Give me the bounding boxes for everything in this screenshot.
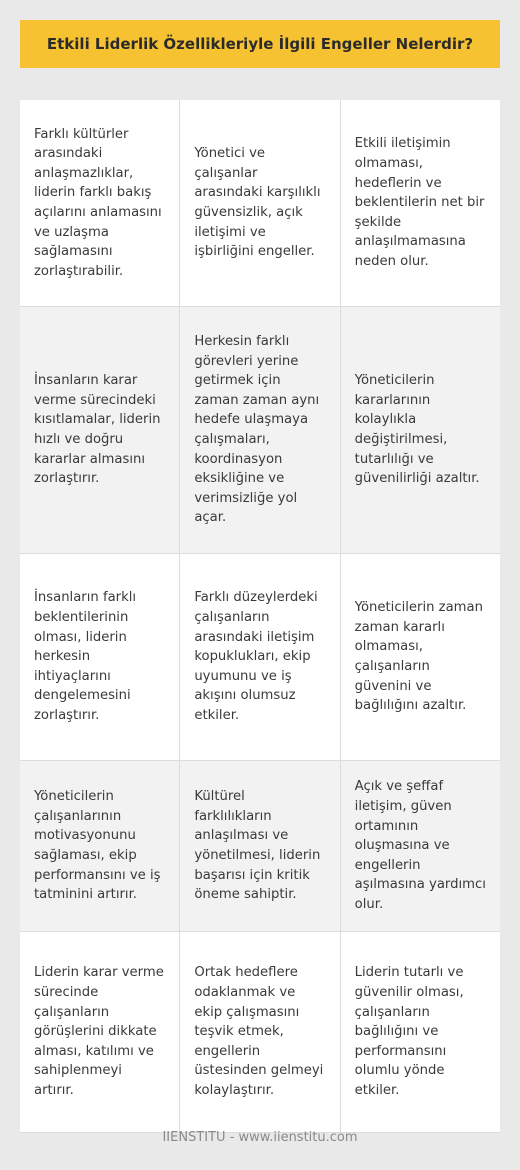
table-cell: Farklı kültürler arasındaki anlaşmazlıklar, liderin farklı bakış açılarını anlamasını ve uzlaşma sağlamasını zorlaştırabilir. [20,100,180,306]
table-cell: Kültürel farklılıkların anlaşılması ve yönetilmesi, liderin başarısı için kritik öneme sahiptir. [180,761,340,931]
table-row [20,307,500,554]
table-cell: Ortak hedeflere odaklanmak ve ekip çalışmasını teşvik etmek, engellerin üstesinden gelmeyi kolaylaştırır. [180,932,340,1132]
table-cell: Herkesin farklı görevleri yerine getirmek için zaman zaman aynı hedefe ulaşmaya çalışmaları, koordinasyon eksikliğine ve verimsizliğe yol açar. [180,307,340,553]
table-cell: Liderin karar verme sürecinde çalışanların görüşlerini dikkate alması, katılımı ve sahiplenmeyi artırır. [20,932,180,1132]
table-cell: Yöneticilerin kararlarının kolaylıkla değiştirilmesi, tutarlılığı ve güvenilirliği azaltır. [354,373,480,487]
table-cell: Yöneticilerin çalışanlarının motivasyonunu sağlaması, ekip performansını ve iş tatminini artırır. [20,761,180,931]
page-title: Etkili Liderlik Özellikleriyle İlgili Engeller Nelerdir? [46,35,474,53]
title-banner [20,20,500,68]
table-row [20,761,500,932]
table-row [20,554,500,761]
obstacles-table [20,100,500,1133]
footer-credit: IIENSTITU - www.iienstitu.com [162,1130,358,1145]
table-cell: İnsanların karar verme sürecindeki kısıtlamalar, liderin hızlı ve doğru kararlar almasını zorlaştırır. [20,307,180,553]
table-cell: Etkili iletişimin olmaması, hedeflerin ve beklentilerin net bir şekilde anlaşılmamasına neden olur. [354,136,485,269]
table-cell: Liderin tutarlı ve güvenilir olması, çalışanların bağlılığını ve performansını olumlu yönde etkiler. [354,965,464,1098]
table-row [20,100,500,307]
table-row [20,932,500,1133]
table-cell: Farklı düzeylerdeki çalışanların arasındaki iletişim kopuklukları, ekip uyumunu ve iş akışını olumsuz etkiler. [180,554,340,760]
table-cell: İnsanların farklı beklentilerinin olması, liderin herkesin ihtiyaçlarını dengelemesini zorlaştırır. [20,554,180,760]
table-cell: Yöneticilerin zaman zaman kararlı olmaması, çalışanların güvenini ve bağlılığını azaltır. [354,600,483,714]
table-cell: Yönetici ve çalışanlar arasındaki karşılıklı güvensizlik, açık iletişimi ve işbirliğini engeller. [180,100,340,306]
table-cell: Açık ve şeffaf iletişim, güven ortamının oluşmasına ve engellerin aşılmasına yardımcı olur. [354,779,486,912]
